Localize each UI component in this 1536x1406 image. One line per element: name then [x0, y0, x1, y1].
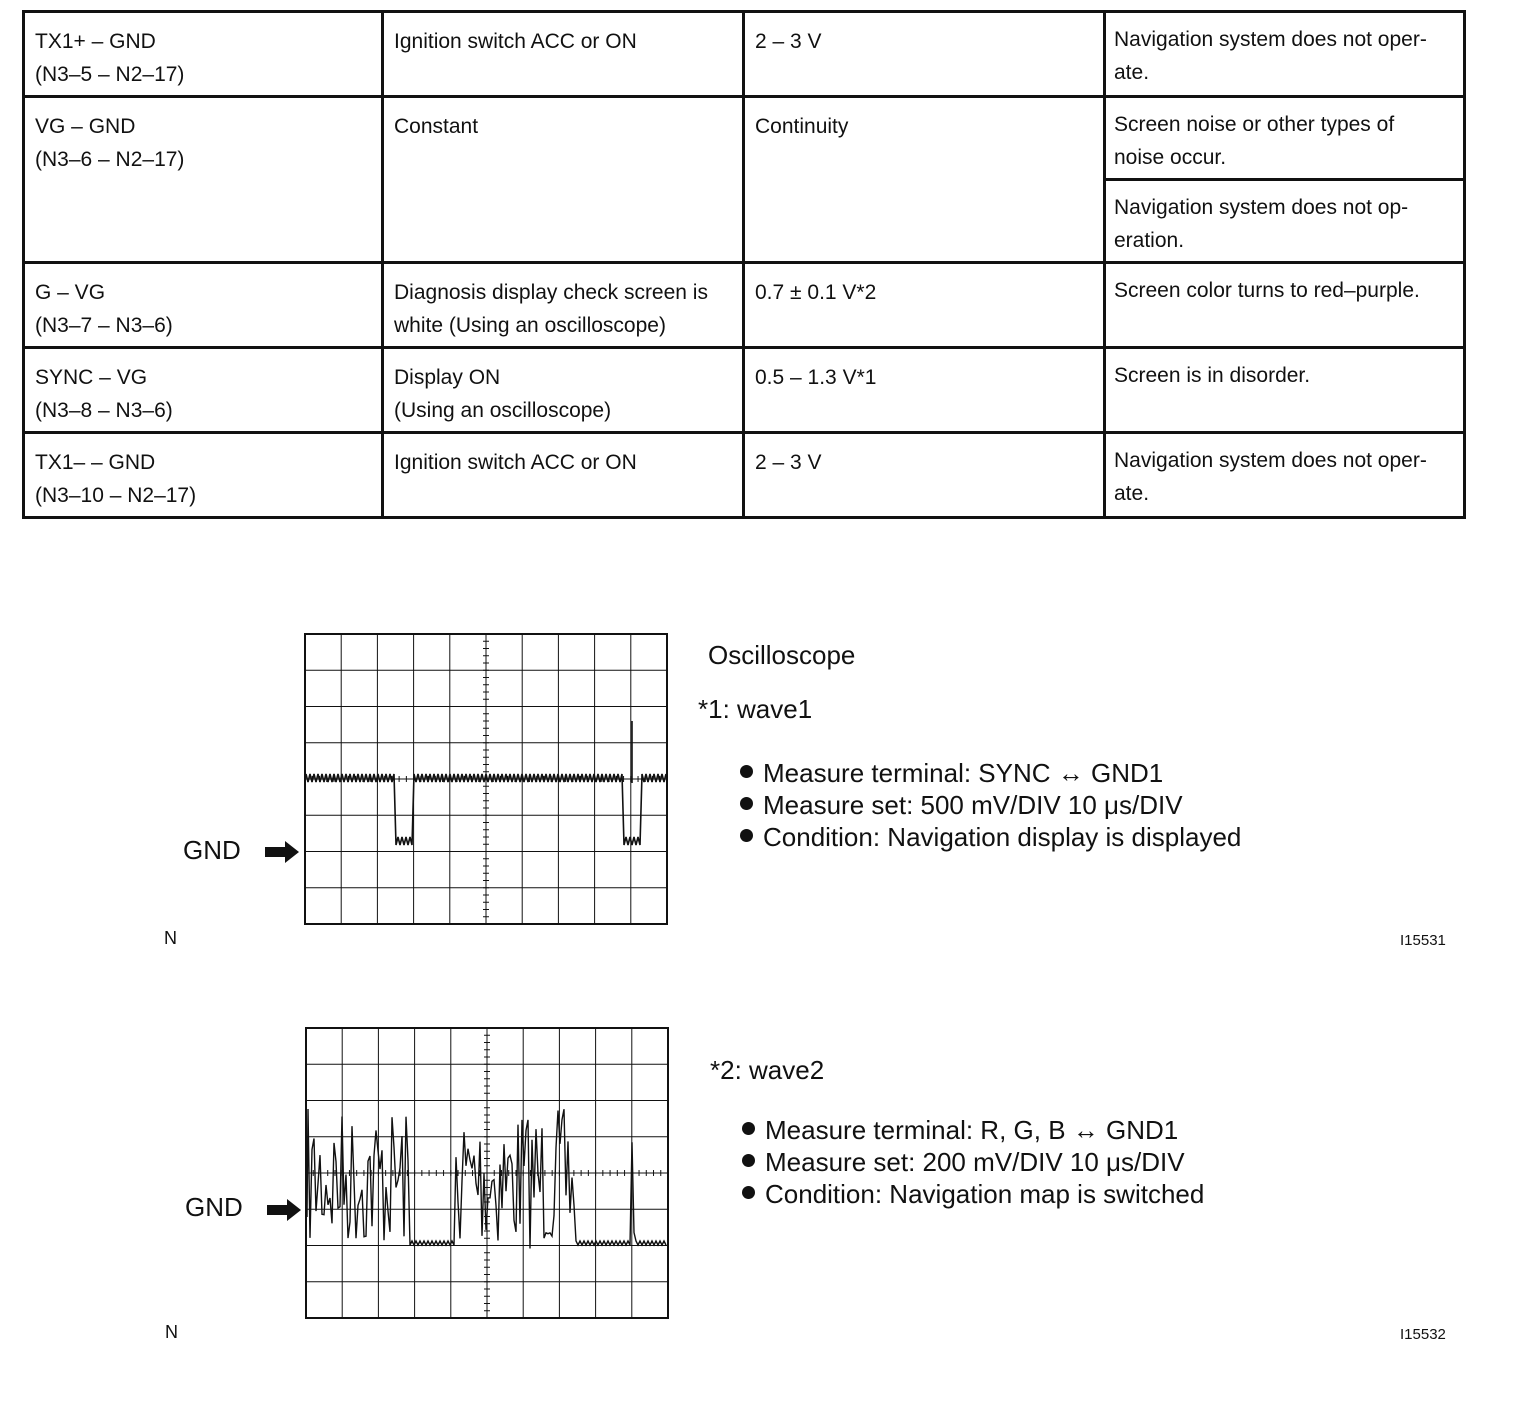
- bullet-dot-icon: [742, 1154, 755, 1167]
- result-item: [1106, 349, 1463, 425]
- condition-cell: [383, 348, 744, 433]
- wave2-graph: [305, 1027, 669, 1319]
- result-item: [1106, 434, 1463, 514]
- oscilloscope-screen-wave2: [305, 1027, 669, 1319]
- result-cell: [1105, 263, 1465, 348]
- result-cell: [1105, 12, 1465, 97]
- arrow-right-icon: [265, 841, 299, 863]
- result-text: noise occur.: [1114, 146, 1227, 169]
- result-text: ate.: [1114, 482, 1150, 505]
- spec-value: 2 – 3 V: [755, 451, 822, 474]
- spec-cell: [744, 433, 1105, 518]
- terminal-cell: [24, 97, 383, 263]
- bullet-dot-icon: [742, 1122, 755, 1135]
- result-item: [1106, 98, 1463, 178]
- terminal-name: TX1– – GND: [35, 451, 156, 474]
- terminal-cell: [24, 433, 383, 518]
- spec-cell: [744, 12, 1105, 97]
- oscilloscope-heading: Oscilloscope: [708, 640, 856, 670]
- gnd-label: GND: [183, 835, 241, 865]
- spec-value: 0.5 – 1.3 V*1: [755, 366, 877, 389]
- bullet-text: Measure terminal: R, G, B ↔ GND1: [765, 1115, 1179, 1145]
- terminal-cell: [24, 12, 383, 97]
- condition-cell: [383, 97, 744, 263]
- terminal-name: TX1+ – GND: [35, 30, 156, 53]
- condition-cell: [383, 12, 744, 97]
- list-item: [742, 1178, 1204, 1210]
- table-row: [24, 348, 1465, 433]
- gnd-label: GND: [185, 1192, 243, 1222]
- result-text: Screen noise or other types of: [1114, 113, 1395, 136]
- result-text: Screen color turns to red–purple.: [1114, 279, 1420, 302]
- result-text: ate.: [1114, 61, 1150, 84]
- condition-text: Display ON: [394, 366, 501, 389]
- result-text: Navigation system does not op-: [1114, 196, 1409, 219]
- result-text: eration.: [1114, 229, 1185, 252]
- panel-code: N: [164, 928, 177, 948]
- table-row: [24, 97, 1465, 263]
- condition-text: (Using an oscilloscope): [394, 399, 612, 422]
- table-row: [24, 12, 1465, 97]
- list-item: [740, 757, 1241, 789]
- list-item: [740, 821, 1241, 853]
- spec-value: 0.7 ± 0.1 V*2: [755, 281, 877, 304]
- bullet-dot-icon: [740, 829, 753, 842]
- result-item: [1106, 13, 1463, 93]
- result-cell: [1105, 97, 1465, 263]
- wave1-title: *1: wave1: [698, 694, 813, 724]
- bullet-dot-icon: [742, 1186, 755, 1199]
- terminal-pins: (N3–7 – N3–6): [35, 314, 173, 337]
- result-cell: [1105, 348, 1465, 433]
- figure-code: I15532: [1400, 1326, 1446, 1343]
- bullet-text: Condition: Navigation map is switched: [765, 1179, 1205, 1209]
- spec-table: [22, 10, 1466, 519]
- terminal-pins: (N3–8 – N3–6): [35, 399, 173, 422]
- condition-cell: [383, 263, 744, 348]
- result-item: [1106, 264, 1463, 340]
- table-row: [24, 263, 1465, 348]
- spec-cell: [744, 348, 1105, 433]
- condition-text: Constant: [394, 115, 479, 138]
- spec-value: 2 – 3 V: [755, 30, 822, 53]
- condition-text: Ignition switch ACC or ON: [394, 451, 637, 474]
- condition-text: Diagnosis display check screen is: [394, 281, 708, 304]
- wave1-graph: [304, 633, 668, 925]
- spec-value: Continuity: [755, 115, 849, 138]
- arrow-right-icon: [267, 1199, 301, 1221]
- panel-code: N: [165, 1322, 178, 1342]
- result-cell: [1105, 433, 1465, 518]
- table-row: [24, 433, 1465, 518]
- bullet-text: Measure set: 500 mV/DIV 10 μs/DIV: [763, 790, 1183, 820]
- list-item: [740, 789, 1241, 821]
- wave2-details: [742, 1114, 1204, 1210]
- condition-text: Ignition switch ACC or ON: [394, 30, 637, 53]
- terminal-name: SYNC – VG: [35, 366, 148, 389]
- result-item: [1106, 178, 1463, 261]
- terminal-cell: [24, 263, 383, 348]
- terminal-cell: [24, 348, 383, 433]
- spec-cell: [744, 263, 1105, 348]
- result-text: Screen is in disorder.: [1114, 364, 1311, 387]
- bullet-text: Measure set: 200 mV/DIV 10 μs/DIV: [765, 1147, 1185, 1177]
- list-item: [742, 1146, 1204, 1178]
- figure-code: I15531: [1400, 932, 1446, 949]
- result-text: Navigation system does not oper-: [1114, 449, 1427, 472]
- result-text: Navigation system does not oper-: [1114, 28, 1427, 51]
- wave1-details: [740, 757, 1241, 853]
- oscilloscope-screen-wave1: [304, 633, 668, 925]
- bullet-text: Measure terminal: SYNC ↔ GND1: [763, 758, 1164, 788]
- list-item: [742, 1114, 1204, 1146]
- bullet-dot-icon: [740, 797, 753, 810]
- spec-cell: [744, 97, 1105, 263]
- terminal-name: VG – GND: [35, 115, 136, 138]
- terminal-pins: (N3–10 – N2–17): [35, 484, 197, 507]
- condition-cell: [383, 433, 744, 518]
- condition-text: white (Using an oscilloscope): [394, 314, 666, 337]
- terminal-pins: (N3–5 – N2–17): [35, 63, 185, 86]
- terminal-name: G – VG: [35, 281, 106, 304]
- terminal-pins: (N3–6 – N2–17): [35, 148, 185, 171]
- bullet-text: Condition: Navigation display is displayed: [763, 822, 1242, 852]
- bullet-dot-icon: [740, 765, 753, 778]
- wave2-title: *2: wave2: [710, 1055, 825, 1085]
